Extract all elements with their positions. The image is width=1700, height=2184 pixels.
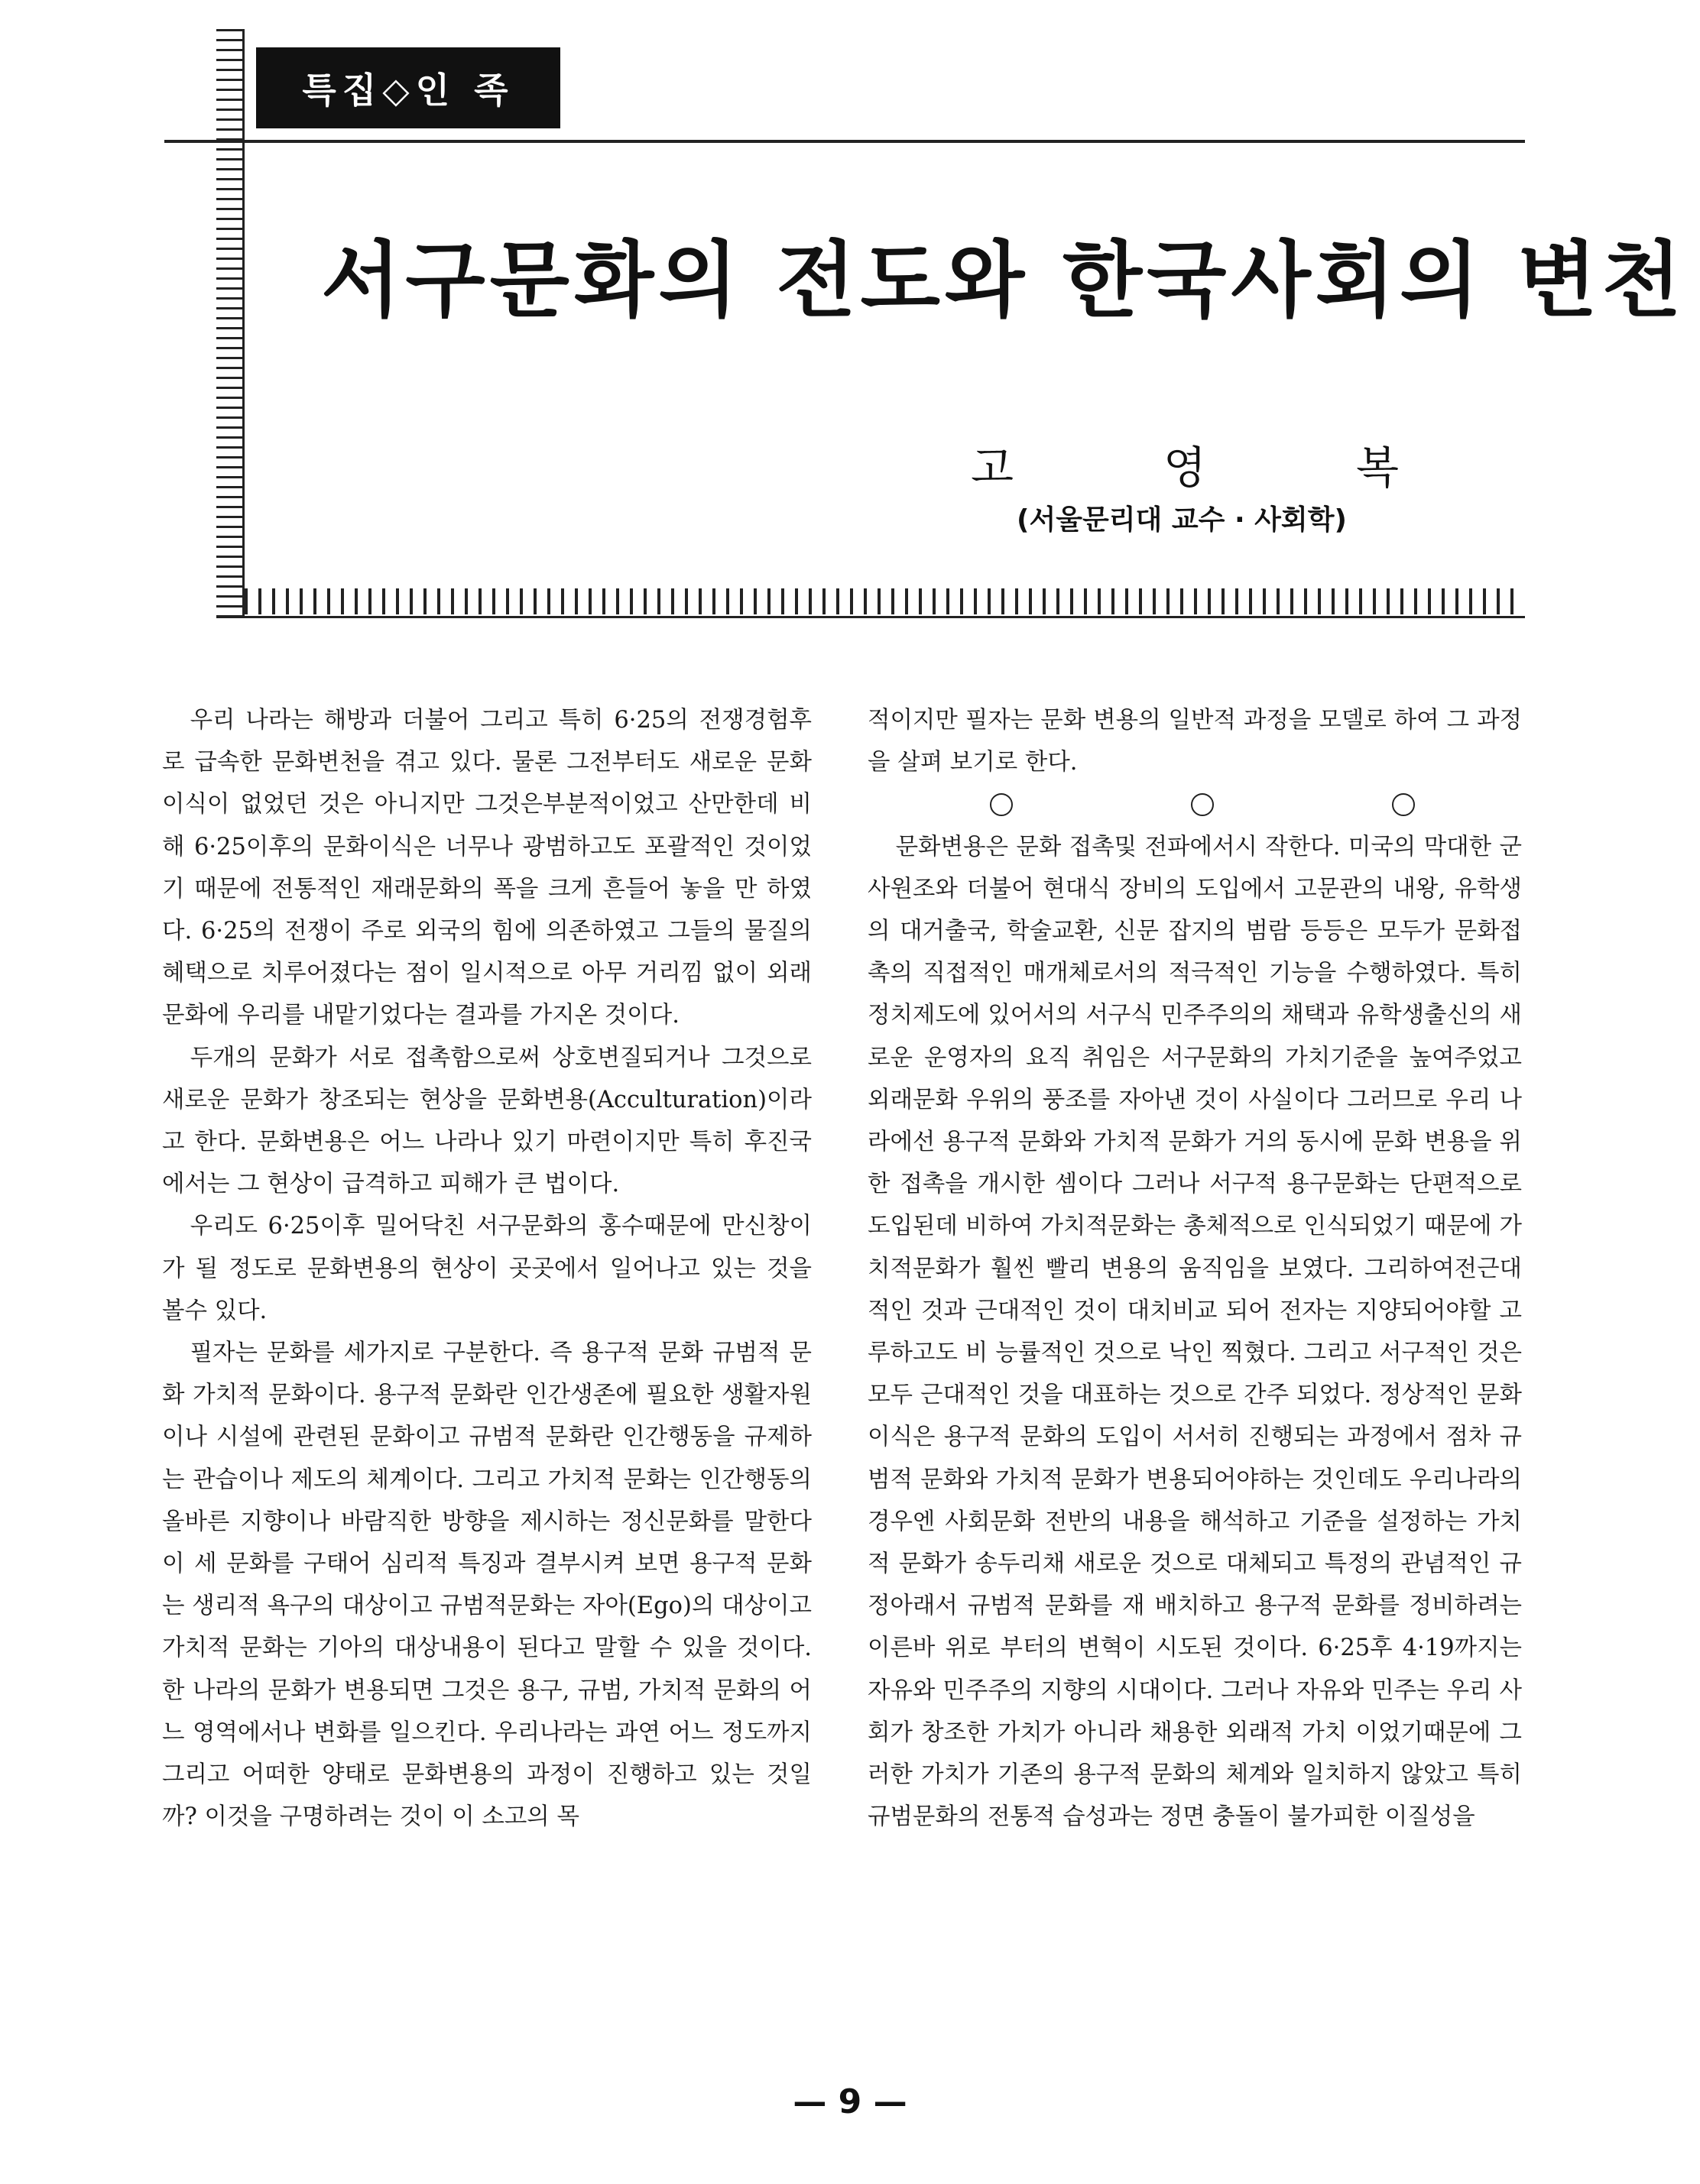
top-horizontal-rule [164,140,1525,143]
left-column [162,699,812,1838]
circle-divider-icon [990,793,1013,816]
author-name-char-2: 영 [1163,442,1207,494]
author-name [971,432,1399,496]
body-paragraph: 우리 나라는 해방과 더불어 그리고 특히 6·25의 전쟁경험후로 급속한 문화변천을 겪고 있다. 물론 그전부터도 새로운 문화이식이 없었던 것은 아니지만 그것은부분적이었고 산만한데 비해 6·25이후의 문화이식은 너무나 광범하고도 포괄적인 것이었기 때문에 전통적인 재래문화의 폭을 크게 흔들어 놓을 만 하였다. 6·25의 전쟁이 주로 외국의 힘에 의존하였고 그들의 물질의 혜택으로 치루어졌다는 점이 일시적으로 아무 거리낌 없이 외래문화에 우리를 내맡기었다는 결과를 가지온 것이다. [162,707,812,1029]
author-affiliation: (서울문리대 교수 · 사회학) [1017,504,1347,536]
left-ruled-margin [216,29,242,617]
circle-divider-icon [1191,793,1214,816]
section-label: 특집◇인 족 [256,47,560,128]
author-name-char-3: 복 [1355,442,1399,494]
body-paragraph-continued: 적이지만 필자는 문화 변용의 일반적 과정을 모델로 하여 그 과정을 살펴 보기로 한다. [868,707,1522,776]
circle-divider-icon [1392,793,1415,816]
author-name-char-1: 고 [971,442,1014,494]
body-paragraph: 두개의 문화가 서로 접촉함으로써 상호변질되거나 그것으로 새로운 문화가 창조되는 현상을 문화변용(Acculturation)이라고 한다. 문화변용은 어느 나라나 있기 마련이지만 특히 후진국에서는 그 현상이 급격하고 피해가 큰 법이다. [162,1044,812,1198]
body-paragraph: 문화변용은 문화 접촉및 전파에서시 작한다. 미국의 막대한 군사원조와 더불어 현대식 장비의 도입에서 고문관의 내왕, 유학생의 대거출국, 학술교환, 신문 잡지의 범람 등등은 모두가 문화접촉의 직접적인 매개체로서의 적극적인 기능을 수행하였다. 특히 정치제도에 있어서의 서구식 민주주의의 채택과 유학생출신의 새로운 운영자의 요직 취임은 서구문화의 가치기준을 높여주었고 외래문화 우위의 풍조를 자아낸 것이 사실이다 그러므로 우리 나라에선 용구적 문화와 가치적 문화가 거의 동시에 문화 변용을 위한 접촉을 개시한 셈이다 그러나 서구적 용구문화는 단편적으로 도입된데 비하여 가치적문화는 총체적으로 인식되었기 때문에 가치적문화가 훨씬 빨리 변용의 움직임을 보였다. 그리하여전근대적인 것과 근대적인 것이 대치비교 되어 전자는 지양되어야할 고루하고도 비 능률적인 것으로 낙인 찍혔다. 그리고 서구적인 것은 모두 근대적인 것을 대표하는 것으로 간주 되었다. 정상적인 문화이식은 용구적 문화의 도입이 서서히 진행되는 과정에서 점차 규범적 문화와 가치적 문화가 변용되어야하는 것인데도 우리나라의 경우엔 사회문화 전반의 내용을 해석하고 기준을 설정하는 가치적 문화가 송두리채 새로운 것으로 대체되고 특정의 관념적인 규정아래서 규범적 문화를 재 배치하고 용구적 문화를 정비하려는 이른바 위로 부터의 변혁이 시도된 것이다. 6·25후 4·19까지는 자유와 민주주의 지향의 시대이다. 그러나 자유와 민주는 우리 사회가 창조한 가치가 아니라 채용한 외래적 가치 이었기때문에 그러한 가치가 기존의 용구적 문화의 체계와 일치하지 않았고 특히 규범문화의 전통적 습성과는 정면 충돌이 불가피한 이질성을 [868,833,1522,1831]
right-column [868,699,1522,1838]
body-paragraph: 우리도 6·25이후 밀어닥친 서구문화의 홍수때문에 만신창이가 될 정도로 문화변용의 현상이 곳곳에서 일어나고 있는 것을 볼수 있다. [162,1213,812,1324]
article-title: 서구문화의 전도와 한국사회의 변천 [321,233,1686,329]
bottom-ruled-band [245,588,1517,614]
section-divider [868,783,1522,825]
left-vertical-rule [242,29,245,617]
body-paragraph: 필자는 문화를 세가지로 구분한다. 즉 용구적 문화 규범적 문화 가치적 문화이다. 용구적 문화란 인간생존에 필요한 생활자원이나 시설에 관련된 문화이고 규범적 문화란 인간행동을 규제하는 관습이나 제도의 체계이다. 그리고 가치적 문화는 인간행동의 올바른 지향이나 바람직한 방향을 제시하는 정신문화를 말한다 이 세 문화를 구태어 심리적 특징과 결부시켜 보면 용구적 문화는 생리적 욕구의 대상이고 규범적문화는 자아(Ego)의 대상이고 가치적 문화는 기아의 대상내용이 된다고 말할 수 있을 것이다. 한 나라의 문화가 변용되면 그것은 용구, 규범, 가치적 문화의 어느 영역에서나 변화를 일으킨다. 우리나라는 과연 어느 정도까지 그리고 어떠한 양태로 문화변용의 과정이 진행하고 있는 것일까? 이것을 구명하려는 것이 이 소고의 목 [162,1340,812,1831]
bottom-horizontal-rule [216,616,1525,618]
page-number: — 9 — [793,2082,907,2121]
